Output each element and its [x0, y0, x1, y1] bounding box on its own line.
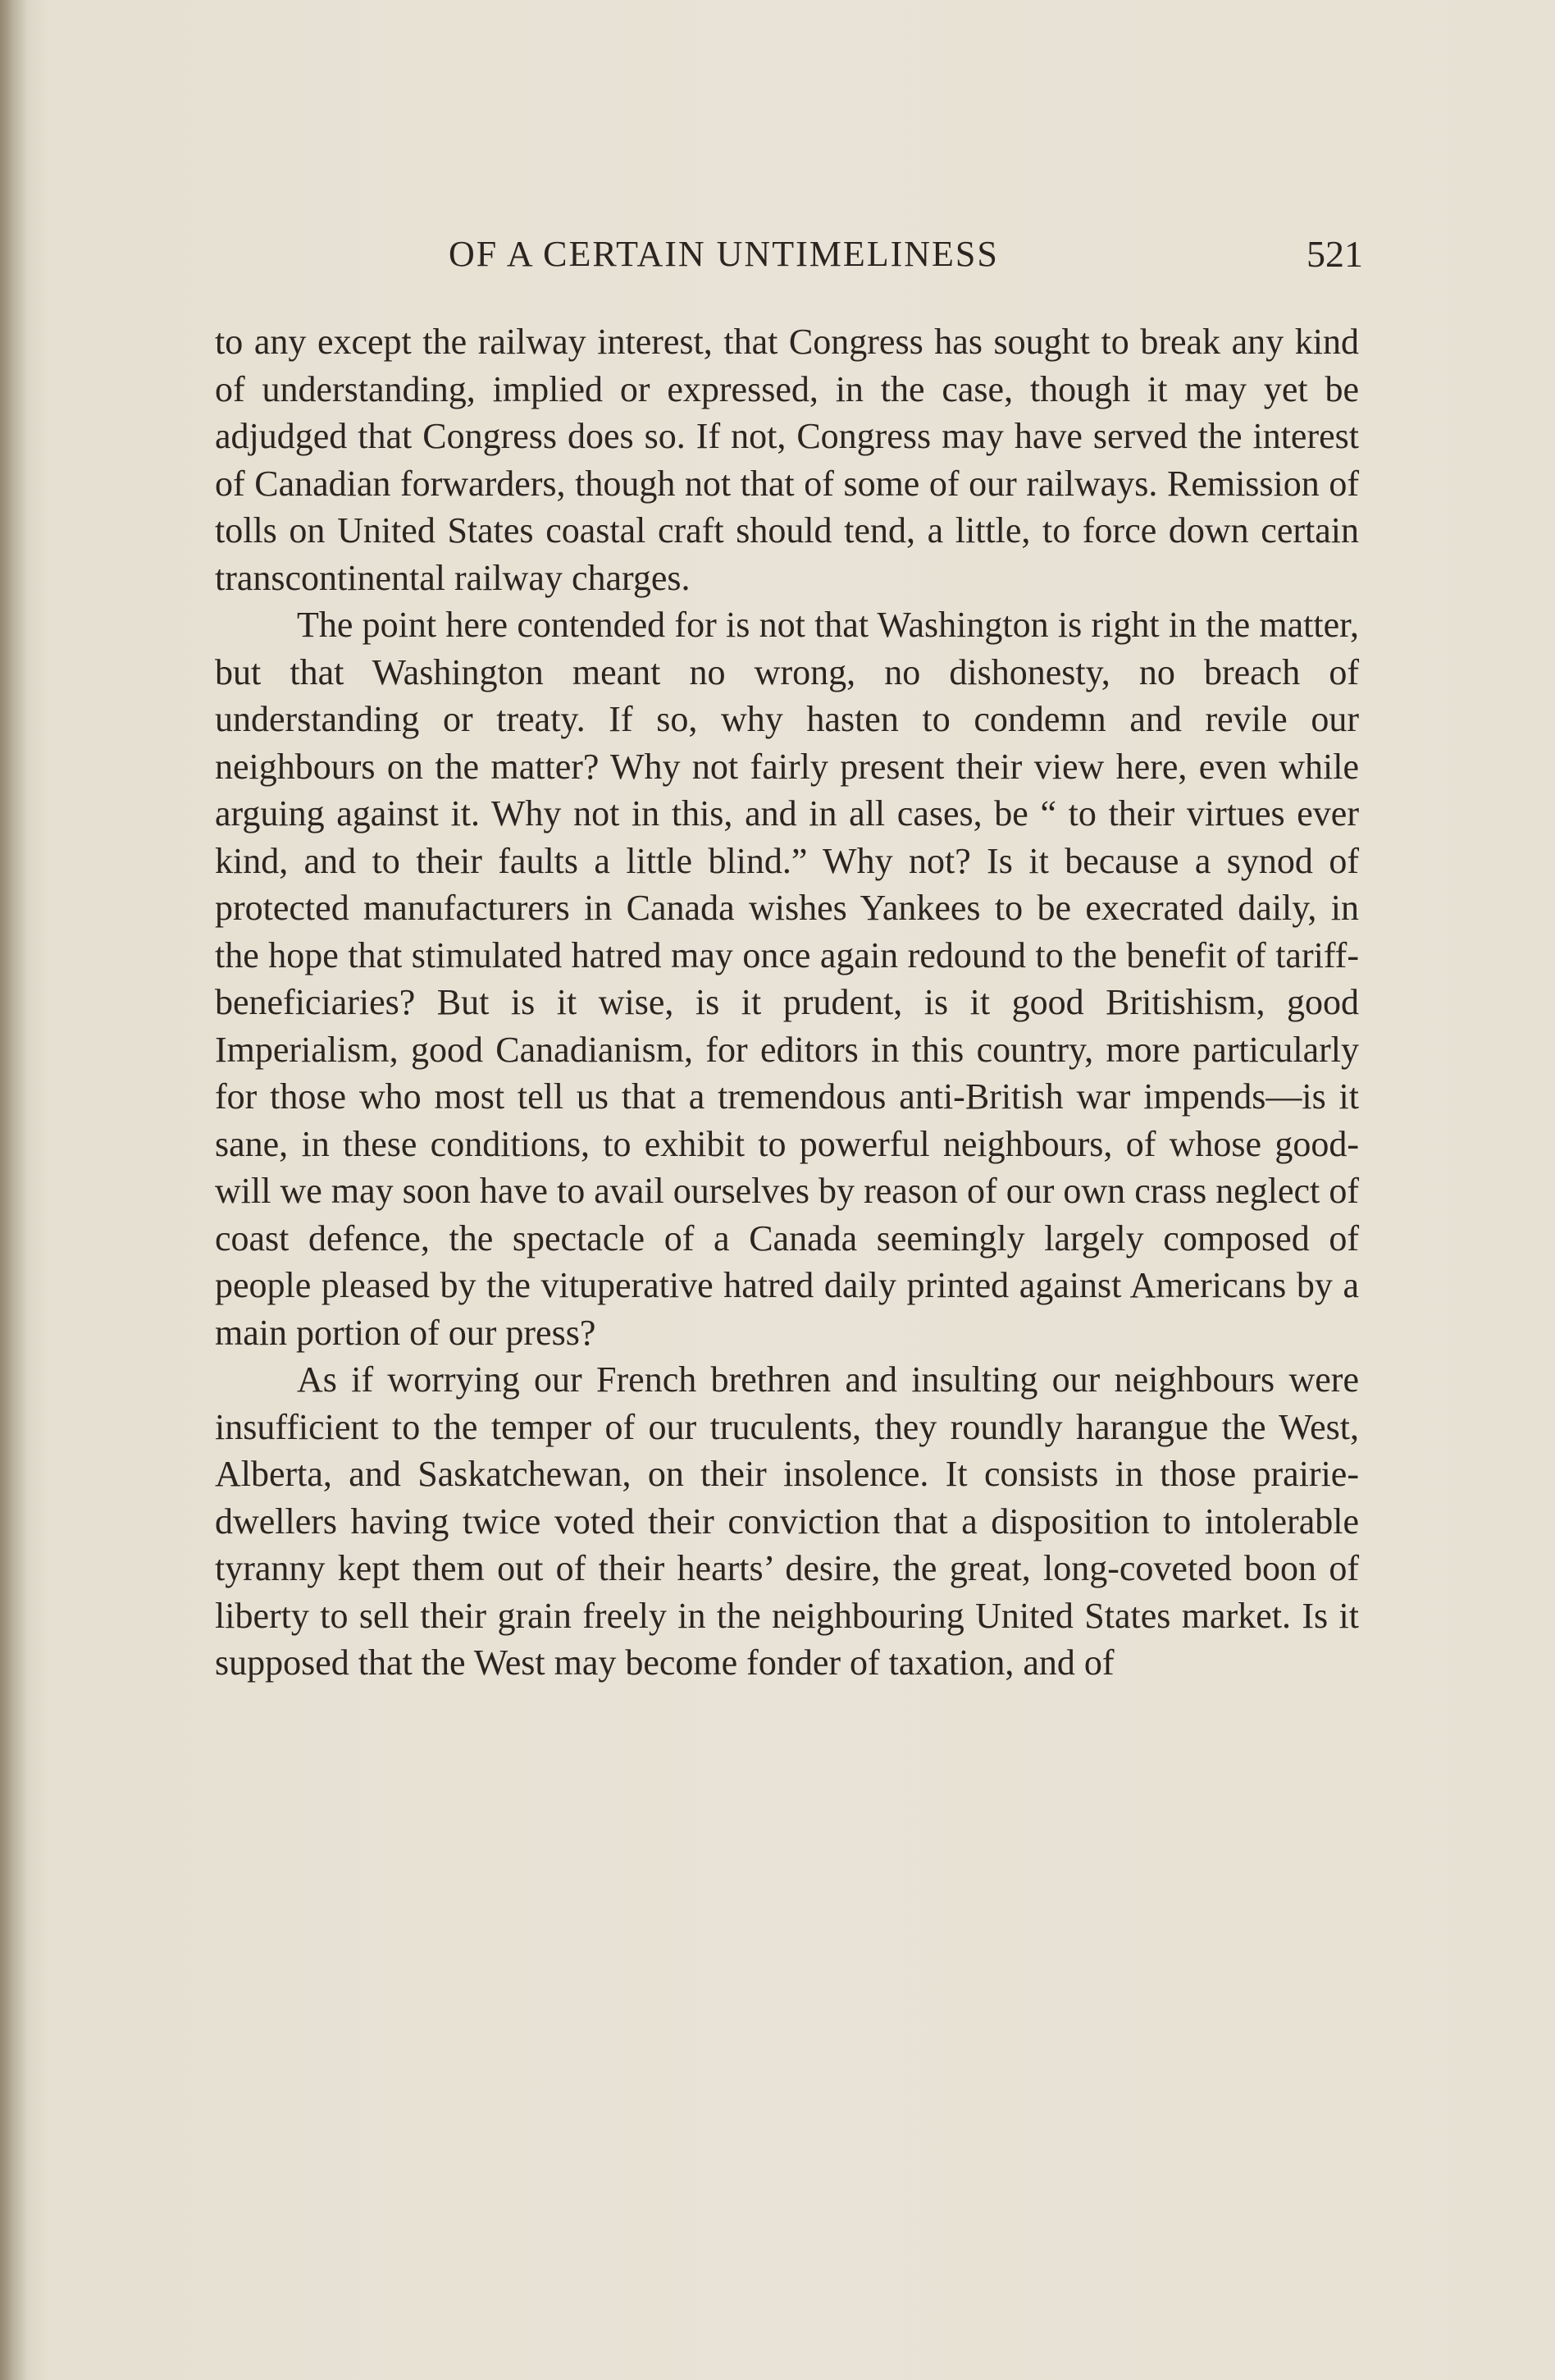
spine-shadow: [0, 0, 28, 2380]
paragraph-west: As if worrying our French brethren and insulting our neighbours were insufficient to the temper of our truculents, they roundly harangue the West, Alberta, and Saskatchewan, on their insolence. It consists in those prairie-dwellers having twice voted their conviction that a disposition to intolerable tyranny kept them out of their hearts’ desire, the great, long-coveted boon of liberty to sell their grain freely in the neighbouring United States market. Is it supposed that the West may become fonder of taxation, and of: [215, 1359, 1359, 1683]
page-number: 521: [1306, 233, 1363, 275]
body-text: [215, 318, 1359, 1687]
running-head: [215, 228, 1363, 281]
paragraph-washington: The point here contended for is not that Washington is right in the matter, but that Washington meant no wrong, no dishonesty, no breach of understanding or treaty. If so, why hasten to condemn and revile our neighbours on the matter? Why not fairly present their view here, even while arguing against it. Why not in this, and in all cases, be “ to their virtues ever kind, and to their faults a little blind.” Why not? Is it because a synod of protected manufacturers in Canada wishes Yankees to be execrated daily, in the hope that stimulated hatred may once again redound to the benefit of tariff-beneficiaries? But is it wise, is it prudent, is it good Britishism, good Imperialism, good Canadianism, for editors in this country, more particularly for those who most tell us that a tremendous anti-British war impends—is it sane, in these conditions, to exhibit to powerful neighbours, of whose good-will we may soon have to avail ourselves by reason of our own crass neglect of coast defence, the spectacle of a Canada seemingly largely composed of people pleased by the vituperative hatred daily printed against Americans by a main portion of our press?: [215, 605, 1359, 1353]
running-title: OF A CERTAIN UNTIMELINESS: [449, 234, 999, 274]
paragraph-continued: to any except the railway interest, that Congress has sought to break any kind of understanding, implied or expressed, in the case, though it may yet be adjudged that Congress does so. If not, Congress may have served the interest of Canadian forwarders, though not that of some of our railways. Remission of tolls on United States coastal craft should tend, a little, to force down certain transcontinental railway charges.: [215, 322, 1359, 598]
